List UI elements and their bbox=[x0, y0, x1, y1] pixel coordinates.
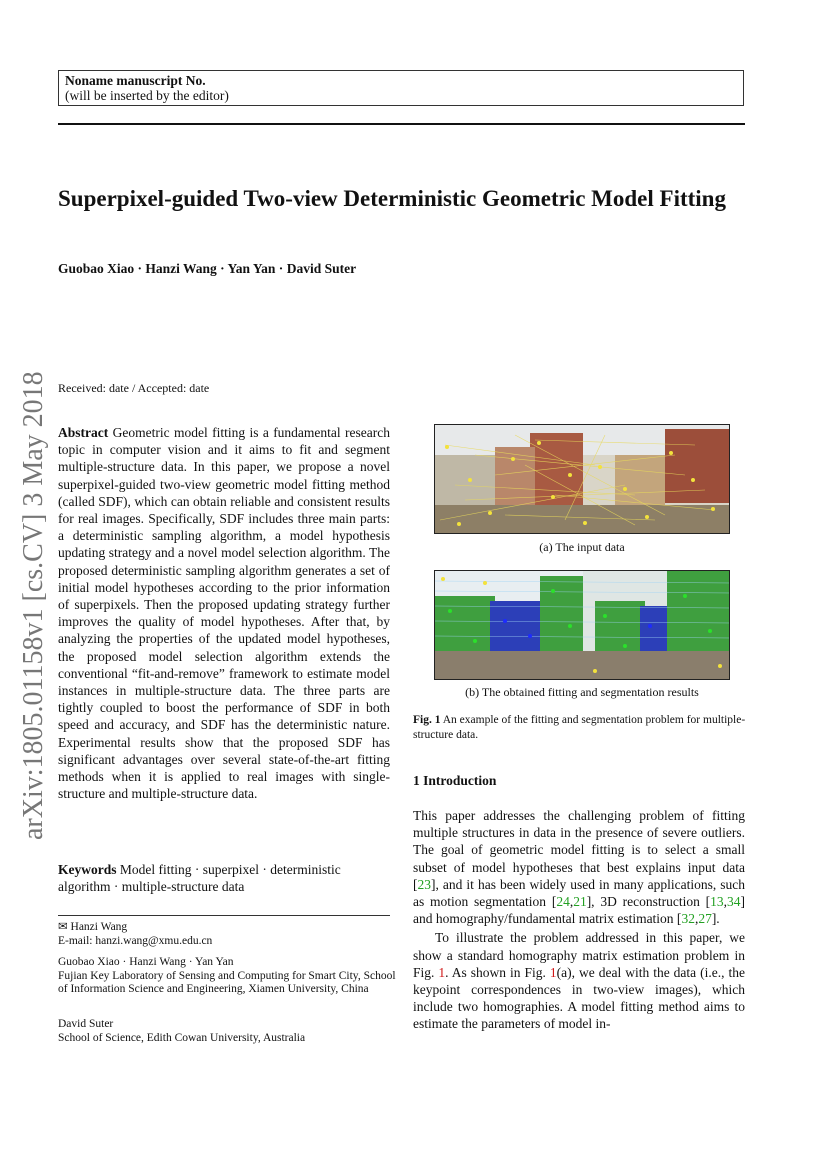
figure-1-caption bbox=[413, 713, 748, 742]
figure-1a-image bbox=[434, 424, 730, 534]
figure-reference-link[interactable]: 1 bbox=[549, 964, 557, 980]
figure-1-caption-text: An example of the fitting and segmentation problem for multiple-structure data. bbox=[413, 714, 746, 741]
footnote-rule bbox=[58, 915, 390, 916]
manuscript-header-box bbox=[58, 70, 744, 106]
editor-note: (will be inserted by the editor) bbox=[65, 88, 229, 103]
abstract-label: Abstract bbox=[58, 425, 109, 440]
citation-link[interactable]: 27 bbox=[698, 911, 712, 927]
manuscript-number: Noname manuscript No. bbox=[65, 73, 206, 88]
corresponding-email: E-mail: hanzi.wang@xmu.edu.cn bbox=[58, 934, 213, 947]
intro-paragraph-1: This paper addresses the challenging problem of fitting multiple structures in data in the presence of severe outliers. The goal of geometric model fitting is to select a small subset of model hypotheses that best explains input data [23], and it has been widely used in many applications, such as motion segmentation [24,21], 3D reconstruction [13,34] and homography/fundamental matrix estimation [32,27]. bbox=[413, 808, 745, 927]
intro-p1-text-b: ], and it has been widely used in many applications, such as motion segmentation [ bbox=[413, 876, 745, 910]
corresponding-name: ✉ Hanzi Wang bbox=[58, 921, 128, 933]
intro-p2-text-c: (a), we deal with the data (i.e., the keypoint correspondences in two-view images), which include two homographies. A model fitting method aims to estimate the parameters of model in- bbox=[413, 964, 746, 1032]
citation-link[interactable]: 23 bbox=[417, 876, 431, 892]
author-list: Guobao Xiao · Hanzi Wang · Yan Yan · David Suter bbox=[58, 261, 357, 276]
keywords-text: Model fitting · superpixel · deterministic algorithm · multiple-structure data bbox=[58, 862, 341, 895]
intro-p2-text-b: . As shown in Fig. bbox=[445, 964, 550, 980]
keywords-label: Keywords bbox=[58, 862, 117, 877]
intro-p1-text-d: ] and homography/fundamental matrix estimation [ bbox=[413, 894, 745, 927]
affiliation-1-text: Fujian Key Laboratory of Sensing and Computing for Smart City, School of Information Science and Engineering, Xiamen University, China bbox=[58, 969, 396, 996]
introduction-body bbox=[413, 807, 745, 1033]
affiliation-2 bbox=[58, 1018, 398, 1045]
citation-link[interactable]: 24 bbox=[556, 894, 570, 910]
intro-paragraph-2 bbox=[413, 929, 745, 1032]
figure-1b-image bbox=[434, 570, 730, 680]
intro-p1-text-a: This paper addresses the challenging problem of fitting multiple structures in data in the presence of severe outliers. The goal of geometric model fitting is to select a small subset of model hypotheses that best explains input data [ bbox=[413, 808, 745, 892]
header-rule bbox=[58, 123, 745, 125]
figure-1-label: Fig. 1 bbox=[413, 714, 441, 726]
section-heading-introduction: 1 Introduction bbox=[413, 773, 497, 788]
paper-title: Superpixel-guided Two-view Deterministic Geometric Model Fitting bbox=[58, 186, 726, 211]
citation-link[interactable]: 32 bbox=[681, 911, 695, 927]
intro-p2-text-a: To illustrate the problem addressed in this paper, we show a standard homography matrix estimation problem in Fig. bbox=[413, 930, 745, 980]
figure-reference-link[interactable]: 1 bbox=[438, 964, 446, 980]
fitting-result-image bbox=[435, 571, 730, 680]
affiliation-2-name: David Suter bbox=[58, 1018, 114, 1030]
abstract-text: Geometric model fitting is a fundamental research topic in computer vision and it aims to fit and segment multiple-structure data. In this paper, we propose a novel superpixel-guided two-view geometric model fitting method (called SDF), which can obtain reliable and consistent results for real images. Specifically, SDF includes three main parts: a deterministic sampling algorithm, a model hypothesis updating strategy and a novel model selection algorithm. The proposed deterministic sampling algorithm generates a set of initial model hypotheses according to the prior information of superpixels. Then the proposed updating strategy further improves the quality of model hypotheses. After that, by analyzing the properties of the updated model hypotheses, the proposed model selection algorithm extends the conventional “fit-and-remove” framework to estimate model instances in multiple-structure data. The three parts are tightly coupled to boost the performance of SDF in both speed and accuracy, and SDF has the deterministic nature. Experimental results show that the proposed SDF has significant advantages over several state-of-the-art fitting methods when it is applied to real images with single-structure and multiple-structure data. bbox=[58, 425, 390, 802]
intro-p1-text-c: ], 3D reconstruction [ bbox=[586, 894, 711, 910]
arxiv-stamp: arXiv:1805.01158v1 [cs.CV] 3 May 2018 bbox=[18, 371, 49, 840]
corresponding-author bbox=[58, 921, 398, 948]
figure-1b-caption: (b) The obtained fitting and segmentation results bbox=[465, 685, 699, 699]
citation-link[interactable]: 13 bbox=[710, 894, 724, 910]
intro-p1-text-e: ]. bbox=[711, 911, 720, 927]
affiliation-1 bbox=[58, 956, 398, 997]
citation-link[interactable]: 34 bbox=[727, 894, 741, 910]
affiliation-2-text: School of Science, Edith Cowan University, Australia bbox=[58, 1031, 306, 1044]
citation-link[interactable]: 21 bbox=[573, 894, 587, 910]
affiliation-1-names: Guobao Xiao · Hanzi Wang · Yan Yan bbox=[58, 956, 234, 968]
abstract bbox=[58, 424, 390, 802]
keywords bbox=[58, 861, 390, 895]
figure-1a-caption: (a) The input data bbox=[539, 540, 625, 554]
input-data-image bbox=[435, 425, 730, 534]
received-date: Received: date / Accepted: date bbox=[58, 381, 210, 395]
